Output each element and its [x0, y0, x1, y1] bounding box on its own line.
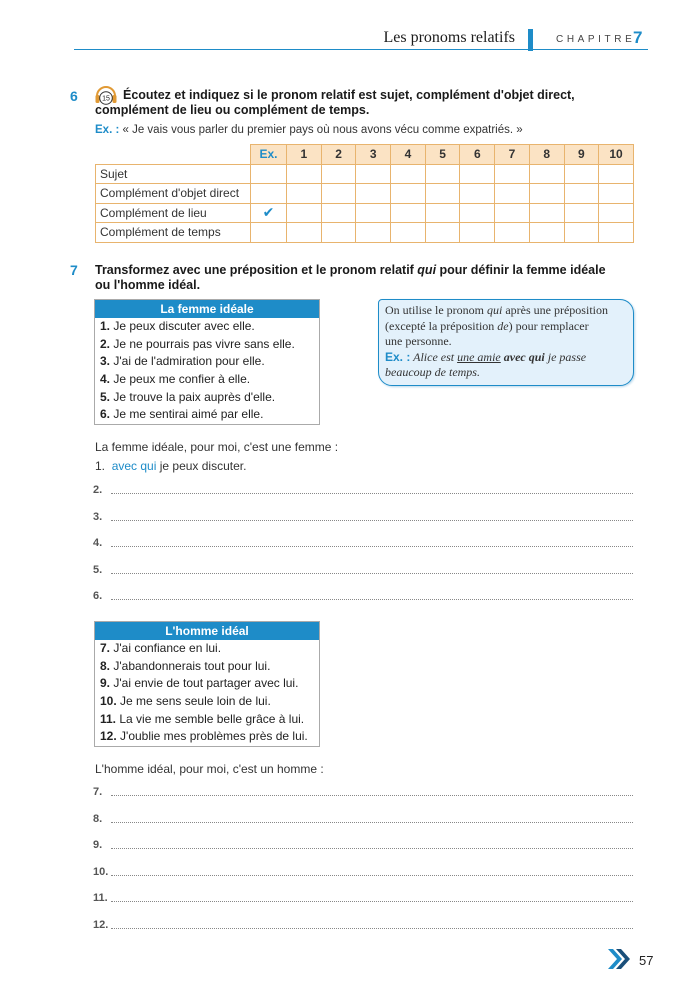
- exercise-7-instruction: [95, 263, 625, 293]
- table-corner: [96, 145, 251, 165]
- list-item: [95, 353, 319, 371]
- row-label: Sujet: [96, 164, 251, 184]
- rule-text: (excepté la préposition: [385, 318, 498, 333]
- column-header: 2: [321, 145, 356, 165]
- table-row: [96, 223, 634, 243]
- table-header-row: [96, 145, 634, 165]
- answer-line[interactable]: [93, 839, 633, 853]
- list-item: [95, 640, 319, 658]
- femme-ideale-header: La femme idéale: [95, 300, 319, 318]
- list-item: [95, 389, 319, 407]
- column-header: 1: [287, 145, 322, 165]
- list-item: [95, 318, 319, 336]
- table-cell[interactable]: [599, 184, 634, 204]
- table-cell[interactable]: [495, 184, 530, 204]
- list-item: [95, 728, 319, 746]
- column-header: 8: [529, 145, 564, 165]
- table-cell[interactable]: ✔: [251, 203, 287, 223]
- exercise-6-instruction-line2: complément de lieu ou complément de temps.: [95, 103, 370, 117]
- table-cell[interactable]: [251, 164, 287, 184]
- item-text: J'ai de l'admiration pour elle.: [113, 354, 265, 369]
- item-text: Je me sentirai aimé par elle.: [113, 407, 264, 422]
- answer-highlight: avec qui: [111, 459, 157, 473]
- chapter-number: 7: [633, 28, 643, 47]
- femme-ideale-box: [94, 299, 320, 425]
- table-cell[interactable]: [564, 184, 599, 204]
- instruction-qui: qui: [417, 263, 437, 277]
- column-header: 4: [391, 145, 426, 165]
- audio-track-icon: [94, 85, 118, 105]
- grammar-rule-box: [378, 299, 634, 386]
- column-header: 3: [356, 145, 391, 165]
- answer-line-number: 4.: [93, 537, 103, 549]
- homme-intro: L'homme idéal, pour moi, c'est un homme :: [95, 762, 324, 776]
- table-cell[interactable]: [321, 164, 356, 184]
- table-cell[interactable]: [251, 184, 287, 204]
- page-header: [0, 0, 697, 60]
- homme-ideal-header: L'homme idéal: [95, 622, 319, 640]
- rule-text: une personne.: [385, 334, 452, 348]
- header-title: Les pronoms relatifs: [383, 29, 515, 46]
- table-cell[interactable]: [321, 223, 356, 243]
- column-header: Ex.: [251, 145, 287, 165]
- dotted-write-line[interactable]: [111, 493, 633, 494]
- table-cell[interactable]: [321, 203, 356, 223]
- table-cell[interactable]: [599, 164, 634, 184]
- item-number: 8.: [100, 658, 111, 673]
- answer-line[interactable]: [93, 866, 633, 880]
- table-cell[interactable]: [321, 184, 356, 204]
- audio-track-number: 15: [102, 95, 110, 103]
- item-number: 12.: [100, 729, 117, 744]
- table-cell[interactable]: [391, 203, 426, 223]
- table-cell[interactable]: [356, 203, 391, 223]
- row-label: Complément de lieu: [96, 203, 251, 223]
- dotted-write-line[interactable]: [111, 795, 633, 796]
- table-cell[interactable]: [287, 223, 322, 243]
- table-row: [96, 164, 634, 184]
- list-item: [95, 675, 319, 693]
- exercise-7-number: 7: [70, 262, 78, 278]
- item-number: 3.: [100, 354, 111, 369]
- table-row: [96, 203, 634, 223]
- table-cell[interactable]: [495, 223, 530, 243]
- item-text: J'ai envie de tout partager avec lui.: [113, 676, 299, 691]
- rule-text: après une préposition: [502, 303, 608, 317]
- answer-line-number: 10.: [93, 865, 109, 878]
- table-cell[interactable]: [425, 223, 460, 243]
- item-text: Je trouve la paix auprès d'elle.: [113, 389, 276, 404]
- row-label: Complément d'objet direct: [96, 184, 251, 204]
- table-cell[interactable]: [529, 164, 564, 184]
- dotted-write-line[interactable]: [111, 901, 633, 902]
- rule-example: beaucoup de temps.: [385, 365, 480, 379]
- column-header: 5: [425, 145, 460, 165]
- list-item: [95, 406, 319, 424]
- answer-line[interactable]: [93, 919, 633, 933]
- item-number: 6.: [100, 407, 111, 422]
- column-header: 6: [460, 145, 495, 165]
- table-cell[interactable]: [599, 203, 634, 223]
- column-header: 10: [599, 145, 634, 165]
- rule-example-label: Ex. :: [385, 349, 411, 364]
- table-cell[interactable]: [460, 164, 495, 184]
- rule-example: je passe: [544, 349, 587, 364]
- homme-ideal-box: [94, 621, 320, 747]
- answer-line[interactable]: [93, 537, 633, 551]
- list-item: [95, 336, 319, 354]
- item-text: Je me sens seule loin de lui.: [120, 694, 271, 709]
- item-number: 10.: [100, 694, 117, 709]
- item-text: Je ne pourrais pas vivre sans elle.: [113, 336, 295, 351]
- answer-line[interactable]: [93, 786, 633, 800]
- dotted-write-line[interactable]: [111, 848, 633, 849]
- list-item: [95, 658, 319, 676]
- answer-line[interactable]: [93, 813, 633, 827]
- answer-line-number: 11.: [93, 892, 108, 904]
- item-number: 4.: [100, 372, 111, 387]
- exercise-6-example: [95, 124, 523, 136]
- answer-line[interactable]: [93, 590, 633, 604]
- header-separator: [528, 29, 533, 51]
- answer-line-number: 7.: [93, 786, 103, 798]
- answer-line-number: 5.: [93, 563, 103, 576]
- item-number: 9.: [100, 676, 111, 691]
- answer-number: 1.: [95, 459, 106, 473]
- table-cell[interactable]: [287, 203, 322, 223]
- rule-example-bold: avec qui: [503, 349, 545, 364]
- item-text: J'oublie mes problèmes près de lui.: [120, 729, 308, 744]
- answer-line-number: 12.: [93, 918, 109, 931]
- answer-line-number: 2.: [93, 484, 103, 496]
- answer-line[interactable]: [93, 892, 633, 906]
- table-cell[interactable]: [391, 223, 426, 243]
- list-item: [95, 693, 319, 711]
- answer-line[interactable]: [93, 484, 633, 498]
- rule-text: On utilise le pronom: [385, 303, 487, 317]
- rule-text: qui: [487, 303, 503, 317]
- table-cell[interactable]: [356, 184, 391, 204]
- table-cell[interactable]: [460, 184, 495, 204]
- item-number: 7.: [100, 641, 111, 655]
- table-cell[interactable]: [495, 164, 530, 184]
- table-cell[interactable]: [564, 164, 599, 184]
- item-text: Je peux me confier à elle.: [113, 372, 251, 387]
- exercise-6-instruction: Écoutez et indiquez si le pronom relatif est sujet, complément d'objet direct,: [123, 88, 575, 102]
- instruction-part: Transformez avec une préposition et le pronom relatif: [95, 263, 418, 277]
- item-text: J'ai confiance en lui.: [113, 641, 222, 655]
- table-cell[interactable]: [391, 184, 426, 204]
- table-cell[interactable]: [564, 203, 599, 223]
- item-text: J'abandonnerais tout pour lui.: [113, 658, 271, 673]
- table-cell[interactable]: [460, 203, 495, 223]
- answer-line-number: 9.: [93, 839, 103, 851]
- dotted-write-line[interactable]: [111, 599, 633, 600]
- table-cell[interactable]: [425, 164, 460, 184]
- list-item: [95, 711, 319, 729]
- rule-text: de: [497, 318, 509, 333]
- pronoun-function-table: [95, 144, 634, 243]
- table-cell[interactable]: [460, 223, 495, 243]
- table-cell[interactable]: [495, 203, 530, 223]
- header-rule: [74, 49, 648, 50]
- table-cell[interactable]: [529, 184, 564, 204]
- column-header: 9: [564, 145, 599, 165]
- dotted-write-line[interactable]: [111, 520, 633, 521]
- page-number: 57: [639, 953, 654, 968]
- answer-line[interactable]: [93, 511, 633, 525]
- dotted-write-line[interactable]: [111, 573, 633, 574]
- table-cell[interactable]: [425, 203, 460, 223]
- double-chevron-right-icon: [606, 947, 632, 971]
- table-cell[interactable]: [287, 184, 322, 204]
- table-cell[interactable]: [529, 223, 564, 243]
- dotted-write-line[interactable]: [111, 875, 633, 876]
- list-item: [95, 371, 319, 389]
- column-header: 7: [495, 145, 530, 165]
- table-cell[interactable]: [287, 164, 322, 184]
- example-label: Ex. :: [95, 124, 120, 136]
- table-cell[interactable]: [251, 223, 287, 243]
- item-number: 5.: [100, 389, 111, 404]
- answer-line-number: 6.: [93, 590, 103, 602]
- chapter-label: CHAPITRE: [556, 34, 636, 45]
- table-cell[interactable]: [356, 223, 391, 243]
- table-row: [96, 184, 634, 204]
- instruction-line2: ou l'homme idéal.: [95, 278, 201, 292]
- table-cell[interactable]: [564, 223, 599, 243]
- rule-example: Alice est: [410, 349, 458, 364]
- table-cell[interactable]: [356, 164, 391, 184]
- femme-intro: La femme idéale, pour moi, c'est une femme :: [95, 440, 339, 454]
- row-label: Complément de temps: [96, 223, 251, 243]
- item-number: 2.: [100, 336, 111, 351]
- table-cell[interactable]: [529, 203, 564, 223]
- table-cell[interactable]: [599, 223, 634, 243]
- dotted-write-line[interactable]: [111, 546, 633, 547]
- dotted-write-line[interactable]: [111, 928, 633, 929]
- rule-text: ) pour remplacer: [508, 318, 589, 333]
- item-number: 11.: [100, 711, 117, 726]
- rule-example-underlined: une amie: [457, 349, 501, 364]
- instruction-part: pour définir la femme idéale: [436, 263, 606, 277]
- example-text: « Je vais vous parler du premier pays où nous avons vécu comme expatriés. »: [122, 124, 523, 136]
- item-number: 1.: [100, 319, 111, 333]
- answer-line[interactable]: [93, 564, 633, 578]
- item-text: Je peux discuter avec elle.: [113, 319, 255, 333]
- item-text: La vie me semble belle grâce à lui.: [119, 711, 305, 726]
- answer-text: je peux discuter.: [156, 459, 247, 473]
- exercise-6-number: 6: [70, 88, 78, 104]
- answer-line-number: 8.: [93, 812, 103, 825]
- dotted-write-line[interactable]: [111, 822, 633, 823]
- table-cell[interactable]: [391, 164, 426, 184]
- table-cell[interactable]: [425, 184, 460, 204]
- answer-line-number: 3.: [93, 510, 103, 523]
- answer-1-example: [95, 459, 246, 473]
